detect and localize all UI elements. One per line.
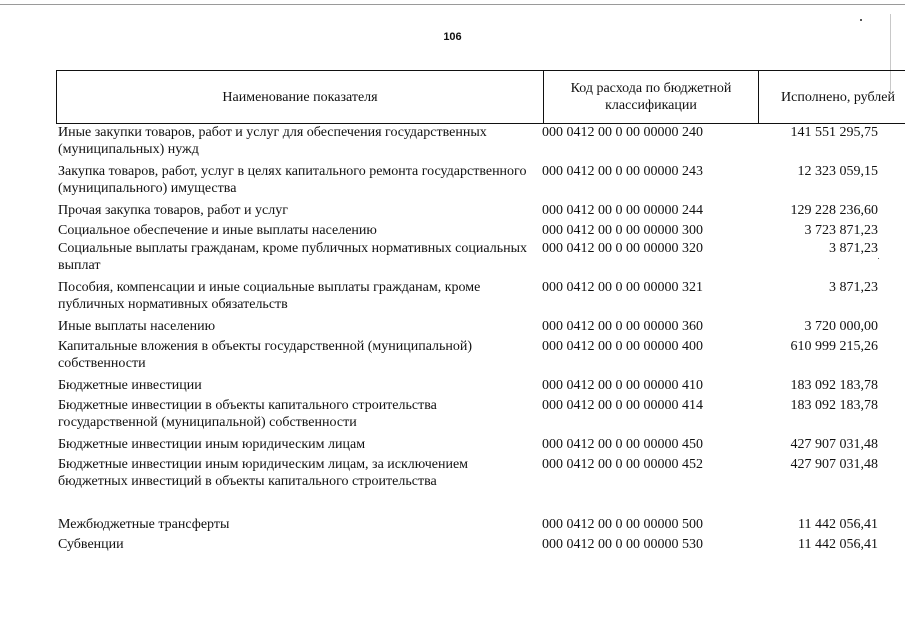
row-amount: 427 907 031,48 <box>790 437 878 452</box>
table-row <box>58 516 880 536</box>
row-code: 000 0412 00 0 00 00000 400 <box>542 339 703 354</box>
row-name: Иные закупки товаров, работ и услуг для обеспечения государственных (муниципальных) нужд <box>58 125 487 157</box>
row-amount: 610 999 215,26 <box>790 339 878 354</box>
row-code: 000 0412 00 0 00 00000 450 <box>542 437 703 452</box>
row-name: Субвенции <box>58 537 124 552</box>
header-name: Наименование показателя <box>57 71 544 124</box>
row-code: 000 0412 00 0 00 00000 321 <box>542 280 703 295</box>
row-name: Социальное обеспечение и иные выплаты населению <box>58 223 377 238</box>
scan-top-border <box>0 4 905 5</box>
header-code: Код расхода по бюджетной классификации <box>544 71 759 124</box>
table-header <box>56 70 905 124</box>
row-code: 000 0412 00 0 00 00000 243 <box>542 164 703 179</box>
row-code: 000 0412 00 0 00 00000 244 <box>542 203 703 218</box>
row-amount: 3 871,23 <box>829 280 878 295</box>
scan-speck <box>860 19 862 21</box>
row-amount: 11 442 056,41 <box>798 517 878 532</box>
table-row <box>58 436 880 456</box>
row-amount: 3 723 871,23 <box>804 223 878 238</box>
row-amount: 11 442 056,41 <box>798 537 878 552</box>
table-row <box>58 202 880 222</box>
row-amount: 141 551 295,75 <box>790 125 878 140</box>
table-row <box>58 536 880 556</box>
row-code: 000 0412 00 0 00 00000 414 <box>542 398 703 413</box>
table-row <box>58 163 880 202</box>
row-name: Закупка товаров, работ, услуг в целях капитального ремонта государственного (муниципального) имущества <box>58 164 527 196</box>
row-code: 000 0412 00 0 00 00000 452 <box>542 457 703 472</box>
row-name: Капитальные вложения в объекты государственной (муниципальной) собственности <box>58 339 473 371</box>
header-row <box>57 71 905 124</box>
row-amount: 3 871,23 <box>829 241 878 256</box>
row-name: Прочая закупка товаров, работ и услуг <box>58 203 288 218</box>
row-name: Межбюджетные трансферты <box>58 517 230 532</box>
row-name: Бюджетные инвестиции в объекты капитального строительства государственной (муниципальной) собственности <box>58 398 437 430</box>
table-row <box>58 279 880 318</box>
table-row <box>58 222 880 240</box>
table-row <box>58 124 880 163</box>
table-row <box>58 456 880 495</box>
table-body <box>58 124 880 556</box>
row-code: 000 0412 00 0 00 00000 300 <box>542 223 703 238</box>
row-code: 000 0412 00 0 00 00000 500 <box>542 517 703 532</box>
row-name: Бюджетные инвестиции иным юридическим лицам, за исключением бюджетных инвестиций в объекты капитального строительства <box>58 457 469 489</box>
row-code: 000 0412 00 0 00 00000 320 <box>542 241 703 256</box>
row-amount: 427 907 031,48 <box>790 457 878 472</box>
table-row <box>58 318 880 338</box>
row-name: Иные выплаты населению <box>58 319 216 334</box>
row-name: Социальные выплаты гражданам, кроме публичных нормативных социальных выплат <box>58 241 527 273</box>
header-amount: Исполнено, рублей <box>759 71 905 124</box>
row-amount: 183 092 183,78 <box>790 398 878 413</box>
row-amount: 3 720 000,00 <box>804 319 878 334</box>
row-code: 000 0412 00 0 00 00000 410 <box>542 378 703 393</box>
table-row <box>58 397 880 436</box>
table-row <box>58 377 880 397</box>
row-amount: 129 228 236,60 <box>790 203 878 218</box>
row-name: Пособия, компенсации и иные социальные выплаты гражданам, кроме публичных нормативных обязательств <box>58 280 481 312</box>
page-number: 106 <box>443 31 462 43</box>
row-amount: 12 323 059,15 <box>797 164 878 179</box>
row-code: 000 0412 00 0 00 00000 360 <box>542 319 703 334</box>
row-amount: 183 092 183,78 <box>790 378 878 393</box>
row-name: Бюджетные инвестиции <box>58 378 202 393</box>
row-code: 000 0412 00 0 00 00000 240 <box>542 125 703 140</box>
row-name: Бюджетные инвестиции иным юридическим лицам <box>58 437 366 452</box>
table-row <box>58 240 880 279</box>
table-row <box>58 338 880 377</box>
row-code: 000 0412 00 0 00 00000 530 <box>542 537 703 552</box>
